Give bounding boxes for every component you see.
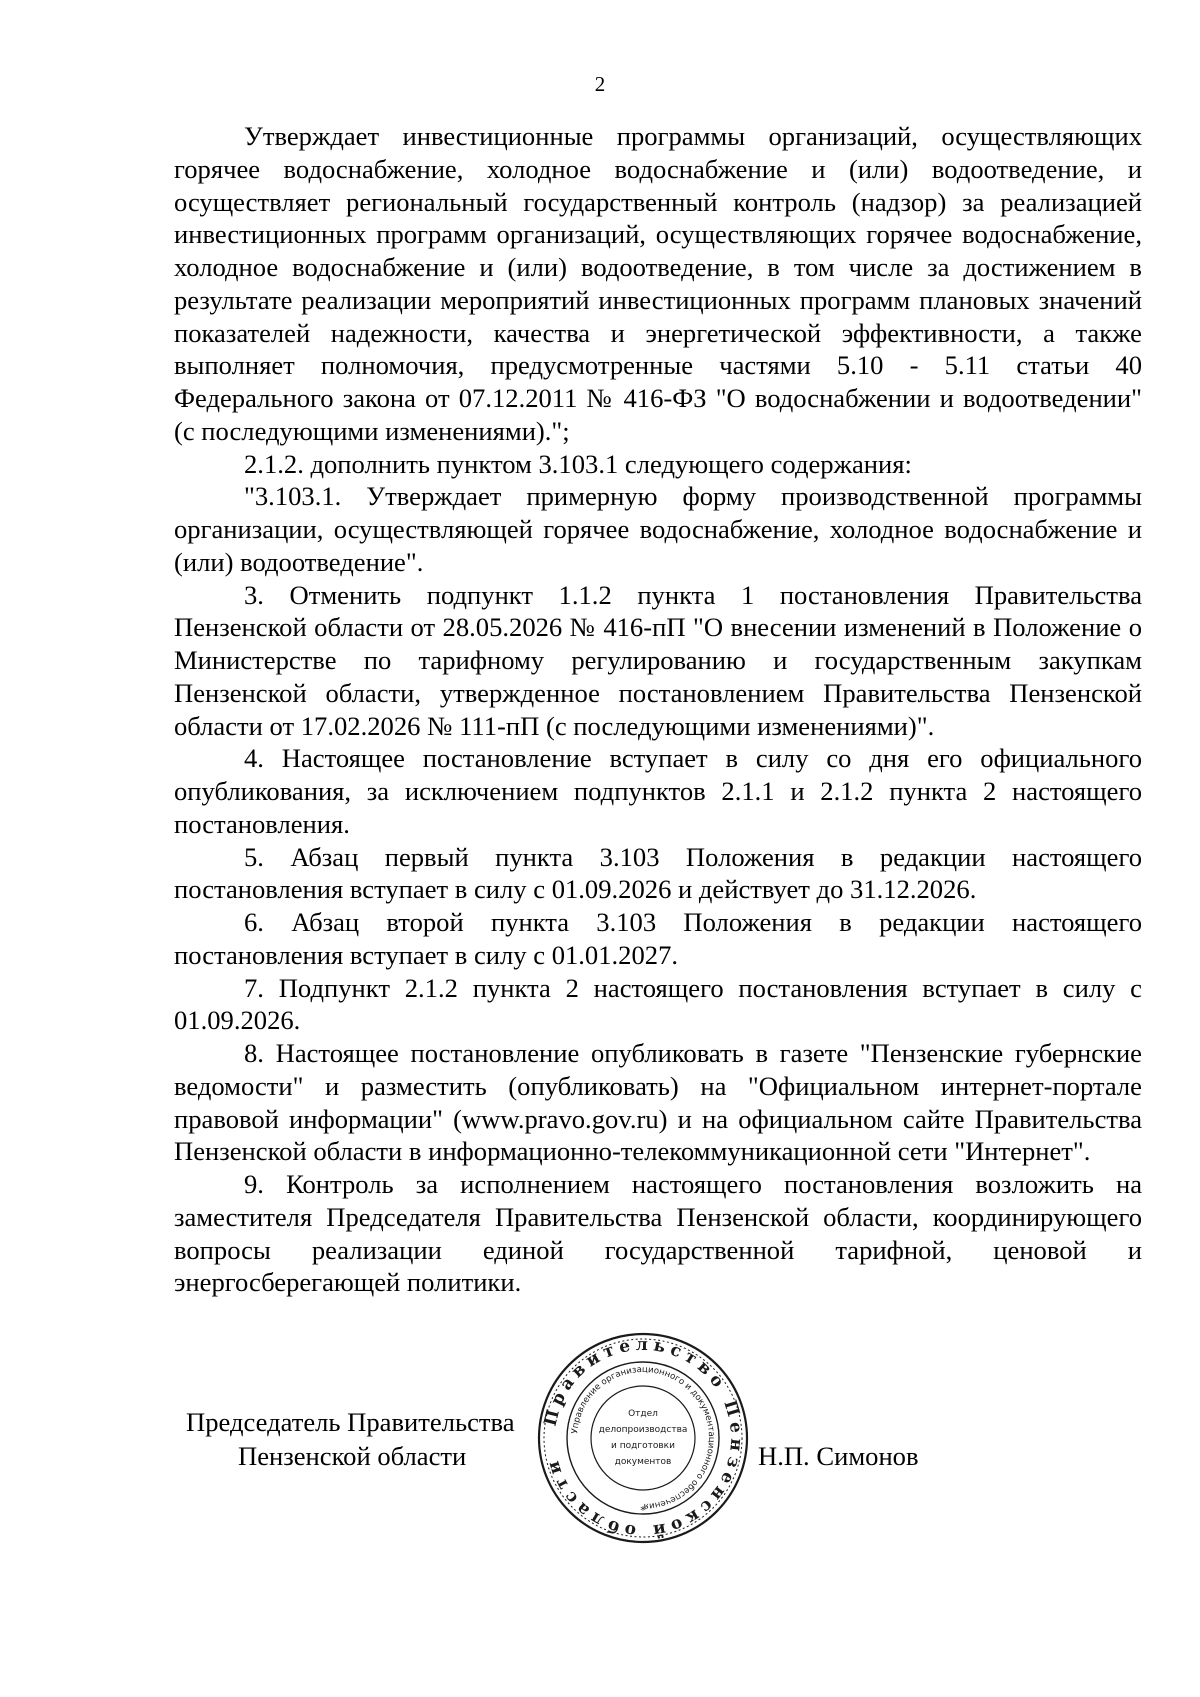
seal-center-line-2: делопроизводства: [598, 1425, 688, 1435]
signatory-position-line-2: Пензенской области: [238, 1441, 467, 1471]
paragraph-item-9: 9. Контроль за исполнением настоящего постановления возложить на заместителя Председателя Правительства Пензенской области, координирующего вопросы реализации единой государственной тарифной, ценовой и энергосберегающей политики.: [174, 1169, 1142, 1298]
paragraph-investment-programs: Утверждает инвестиционные программы организаций, осуществляющих горячее водоснабжение, холодное водоснабжение и (или) водоотведение, и осуществляет региональный государственный контроль (надзор) за реализацией инвестиционных программ организаций, осуществляющих горячее водоснабжение, холодное водоснабжение и (или) водоотведение, в том числе за достижением в результате реализации мероприятий инвестиционных программ плановых значений показателей надежности, качества и энергетической эффективности, а также выполняет полномочия, предусмотренные частями 5.10 - 5.11 статьи 40 Федерального закона от 07.12.2011 № 416-ФЗ "О водоснабжении и водоотведении" (с последующими изменениями).";: [174, 121, 1142, 446]
signatory-position-line-1: Председатель Правительства: [186, 1407, 515, 1437]
document-body: [174, 120, 1142, 1299]
paragraph-item-4: 4. Настоящее постановление вступает в силу со дня его официального опубликования, за исключением подпунктов 2.1.1 и 2.1.2 пункта 2 настоящего постановления.: [174, 743, 1142, 839]
page-number: 2: [594, 72, 606, 96]
paragraph-item-8: 8. Настоящее постановление опубликовать в газете "Пензенские губернские ведомости" и разместить (опубликовать) на "Официальном интернет-портале правовой информации" (www.pravo.gov.ru) и на официальном сайте Правительства Пензенской области в информационно-телекоммуникационной сети "Интернет".: [174, 1038, 1142, 1167]
paragraph-item-6: 6. Абзац второй пункта 3.103 Положения в редакции настоящего постановления вступает в силу с 01.01.2027.: [174, 907, 1142, 970]
paragraph-item-5: 5. Абзац первый пункта 3.103 Положения в редакции настоящего постановления вступает в силу с 01.09.2026 и действует до 31.12.2026.: [174, 841, 1142, 905]
seal-center-line-3: и подготовки: [611, 1441, 675, 1451]
paragraph-item-7: 7. Подпункт 2.1.2 пункта 2 настоящего постановления вступает в силу с 01.09.2026.: [174, 972, 1142, 1036]
seal-star-icon: *: [640, 1504, 646, 1517]
seal-stars: [640, 1504, 646, 1517]
paragraph-3-103-1: "3.103.1. Утверждает примерную форму производственной программы организации, осуществляющей горячее водоснабжение, холодное водоснабжение и (или) водоотведение".: [174, 481, 1142, 577]
seal-middle-textpath: Управление организационного и документационного обеспечения: [570, 1364, 717, 1512]
signatory-name: Н.П. Симонов: [758, 1441, 919, 1471]
seal-center-line-1: Отдел: [628, 1409, 658, 1419]
paragraph-2-1-2: 2.1.2. дополнить пунктом 3.103.1 следующего содержания:: [244, 448, 912, 479]
paragraph-item-3: 3. Отменить подпункт 1.1.2 пункта 1 постановления Правительства Пензенской области от 28.05.2026 № 416-пП "О внесении изменений в Положение о Министерстве по тарифному регулированию и государственным закупкам Пензенской области, утвержденное постановлением Правительства Пензенской области от 17.02.2026 № 111-пП (с последующими изменениями)".: [174, 579, 1142, 741]
seal-center-line-4: документов: [614, 1457, 672, 1467]
signature-block: [0, 1405, 1200, 1485]
seal-outer-textpath: Правительство Пензенской области: [540, 1334, 747, 1542]
